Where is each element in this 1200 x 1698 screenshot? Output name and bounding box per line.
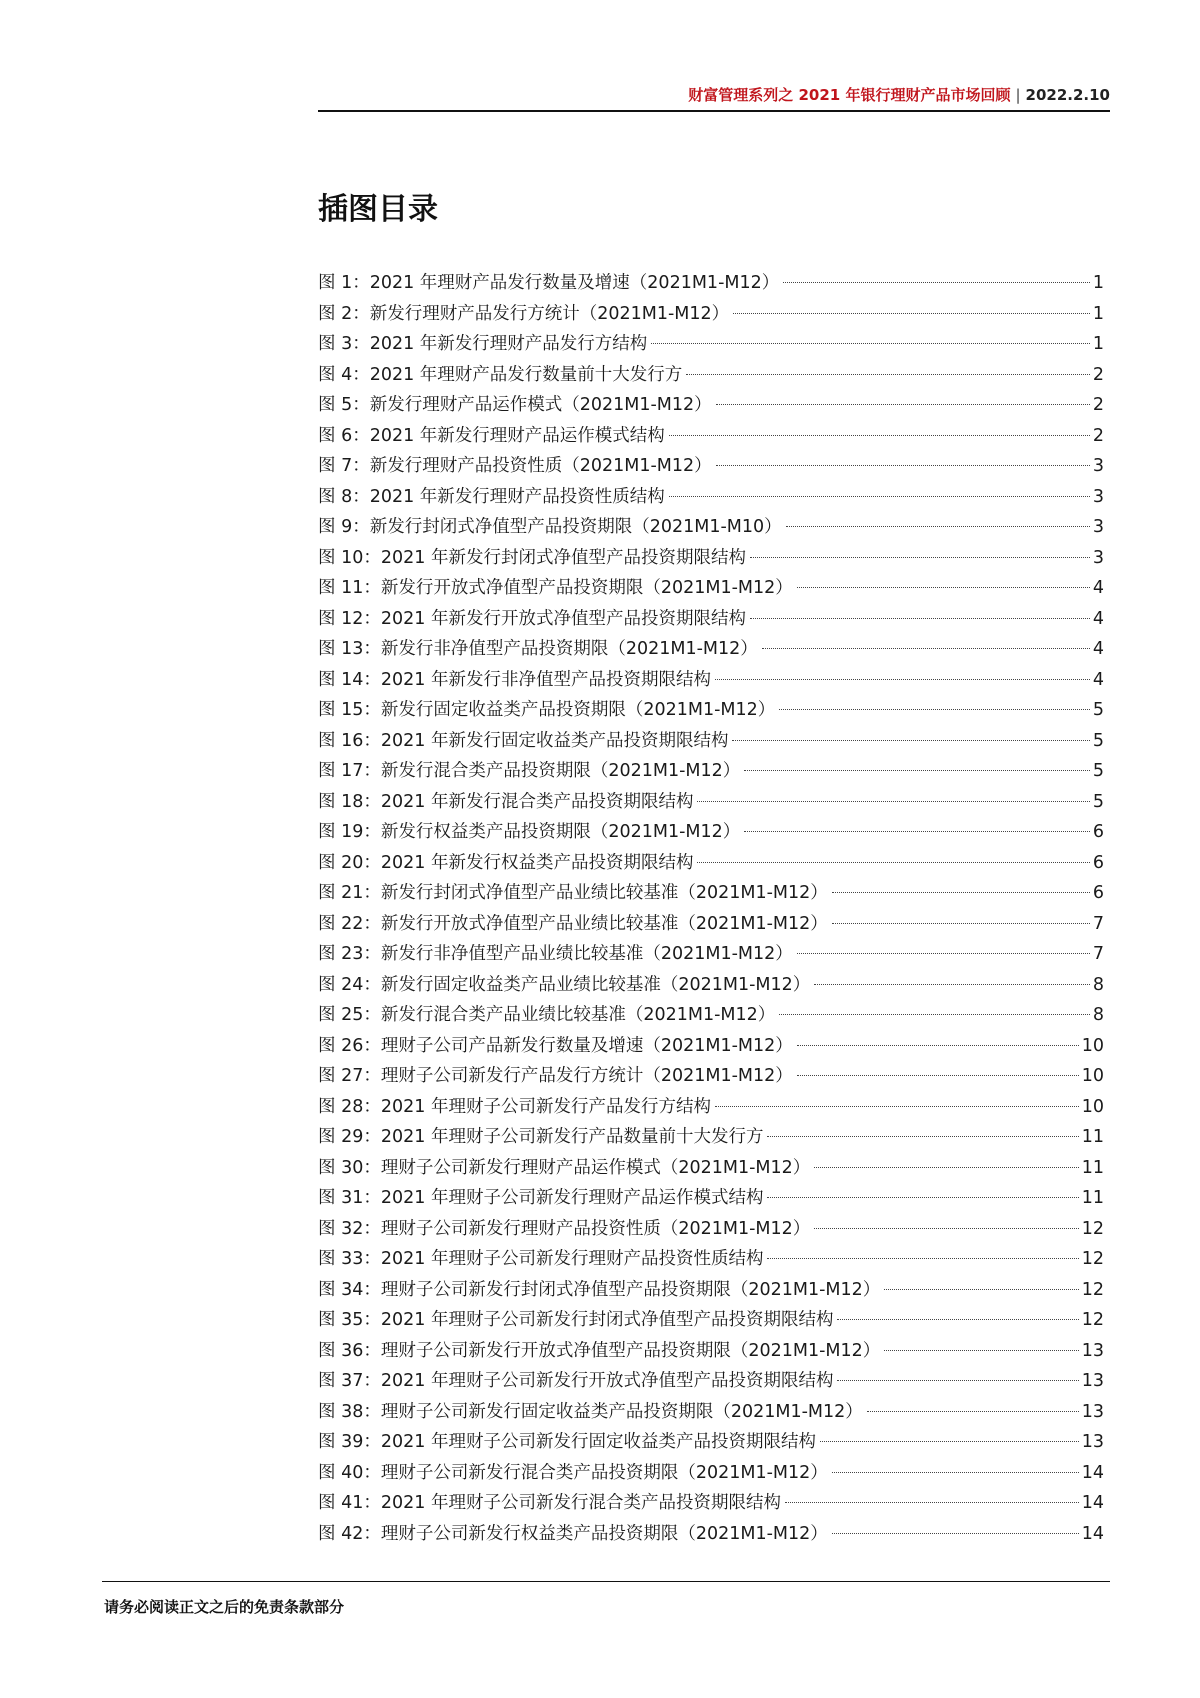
figure-title: 新发行非净值型产品投资期限（2021M1-M12） [380,639,758,659]
figure-title: 新发行混合类产品业绩比较基准（2021M1-M12） [380,1005,776,1025]
toc-entry[interactable] [318,1153,1104,1184]
figure-number: 图 35： [318,1310,381,1330]
page-number: 11 [1081,1127,1104,1147]
toc-entry[interactable] [318,939,1104,970]
toc-entry[interactable] [318,1397,1104,1428]
toc-entry[interactable] [318,604,1104,635]
figure-number: 图 7： [318,456,370,476]
figure-title: 2021 年理财产品发行数量及增速（2021M1-M12） [369,273,780,293]
toc-entry[interactable] [318,451,1104,482]
figure-title: 新发行权益类产品投资期限（2021M1-M12） [380,822,741,842]
figure-title: 2021 年理财子公司新发行固定收益类产品投资期限结构 [380,1432,816,1452]
dot-leader [744,770,1090,771]
page-number: 3 [1092,486,1104,507]
figure-title: 新发行固定收益类产品业绩比较基准（2021M1-M12） [380,974,811,995]
toc-entry[interactable] [318,726,1104,757]
page-number: 2 [1092,425,1104,446]
dot-leader [744,831,1090,832]
figure-title: 2021 年新发行理财产品运作模式结构 [369,425,665,446]
dot-leader [697,801,1089,802]
toc-entry[interactable] [318,909,1104,940]
figure-title: 理财子公司新发行理财产品运作模式（2021M1-M12） [380,1157,811,1178]
page-number: 12 [1081,1218,1104,1239]
page-number: 11 [1081,1188,1104,1208]
running-header [318,84,1110,106]
dot-leader [715,1106,1079,1107]
page-number: 14 [1081,1493,1104,1513]
figure-number: 图 36： [318,1340,381,1361]
toc-entry[interactable] [318,268,1104,299]
page-number: 1 [1092,334,1104,354]
page-number: 13 [1081,1371,1104,1391]
page-number: 1 [1092,273,1104,293]
toc-entry[interactable] [318,1488,1104,1519]
toc-entry[interactable] [318,1061,1104,1092]
figure-title: 新发行理财产品发行方统计（2021M1-M12） [369,303,730,324]
dot-leader [814,1228,1078,1229]
figure-number: 图 24： [318,974,381,995]
page-number: 6 [1092,852,1104,873]
page-number: 7 [1092,944,1104,964]
toc-entry[interactable] [318,1427,1104,1458]
page-number: 12 [1081,1279,1104,1300]
figure-title: 2021 年新发行非净值型产品投资期限结构 [380,669,711,690]
figure-number: 图 31： [318,1188,381,1208]
figure-title: 2021 年新发行理财产品发行方结构 [369,334,648,354]
figure-number: 图 4： [318,364,370,385]
dot-leader [651,343,1090,344]
toc-entry[interactable] [318,329,1104,360]
page-number: 13 [1081,1340,1104,1361]
toc-entry[interactable] [318,817,1104,848]
toc-entry[interactable] [318,1000,1104,1031]
figure-title: 2021 年理财子公司新发行产品发行方结构 [380,1096,711,1117]
toc-entry[interactable] [318,543,1104,574]
dot-leader [785,1502,1079,1503]
dot-leader [783,282,1090,283]
dot-leader [797,1045,1079,1046]
toc-entry[interactable] [318,970,1104,1001]
page-number: 4 [1092,608,1104,629]
figure-number: 图 10： [318,547,381,568]
header-separator: | [1015,86,1021,104]
dot-leader [767,1136,1078,1137]
page-number: 4 [1092,578,1104,598]
figure-title: 2021 年理财子公司新发行混合类产品投资期限结构 [380,1493,781,1513]
page-number: 10 [1081,1035,1104,1056]
toc-entry[interactable] [318,1031,1104,1062]
dot-leader [884,1350,1078,1351]
figure-number: 图 18： [318,791,381,812]
toc-entry[interactable] [318,756,1104,787]
figure-title: 2021 年理财子公司新发行理财产品运作模式结构 [380,1188,764,1208]
figure-number: 图 40： [318,1462,381,1483]
dot-leader [767,1258,1078,1259]
dot-leader [832,1472,1079,1473]
dot-leader [697,862,1089,863]
page-number: 13 [1081,1432,1104,1452]
figure-title: 理财子公司新发行权益类产品投资期限（2021M1-M12） [380,1523,828,1544]
toc-entry[interactable] [318,1336,1104,1367]
figure-title: 新发行封闭式净值型产品业绩比较基准（2021M1-M12） [380,883,828,903]
toc-entry[interactable] [318,1122,1104,1153]
toc-entry[interactable] [318,573,1104,604]
figure-title: 理财子公司新发行理财产品投资性质（2021M1-M12） [380,1218,811,1239]
figure-number: 图 1： [318,273,370,293]
toc-entry[interactable] [318,1305,1104,1336]
figure-number: 图 33： [318,1249,381,1269]
header-rule [318,110,1110,112]
figure-title: 理财子公司产品新发行数量及增速（2021M1-M12） [380,1035,793,1056]
figure-title: 2021 年理财子公司新发行封闭式净值型产品投资期限结构 [380,1310,834,1330]
dot-leader [779,709,1090,710]
figure-title: 2021 年新发行理财产品投资性质结构 [369,486,665,507]
page-number: 8 [1092,974,1104,995]
report-date: 2022.2.10 [1025,86,1110,104]
page-number: 7 [1092,913,1104,934]
page-number: 3 [1092,456,1104,476]
page-title: 插图目录 [318,192,438,227]
dot-leader [786,526,1090,527]
figure-number: 图 8： [318,486,370,507]
figure-number: 图 29： [318,1127,381,1147]
toc-entry[interactable] [318,665,1104,696]
report-series-title: 财富管理系列之 2021 年银行理财产品市场回顾 [688,86,1011,104]
toc-entry[interactable] [318,1275,1104,1306]
page-number: 11 [1081,1157,1104,1178]
dot-leader [837,1319,1078,1320]
figure-number: 图 19： [318,822,381,842]
toc-entry[interactable] [318,482,1104,513]
figure-title: 2021 年理财子公司新发行产品数量前十大发行方 [380,1127,764,1147]
figure-title: 新发行开放式净值型产品业绩比较基准（2021M1-M12） [380,913,828,934]
toc-entry[interactable] [318,1244,1104,1275]
page-number: 14 [1081,1462,1104,1483]
footer-rule [102,1581,1110,1582]
figure-number: 图 11： [318,578,381,598]
toc-entry[interactable] [318,695,1104,726]
figure-title: 理财子公司新发行固定收益类产品投资期限（2021M1-M12） [380,1401,863,1422]
dot-leader [797,1075,1079,1076]
figure-number: 图 17： [318,761,381,781]
toc-entry[interactable] [318,390,1104,421]
figure-number: 图 21： [318,883,381,903]
figure-number: 图 42： [318,1523,381,1544]
page-number: 2 [1092,395,1104,415]
dot-leader [716,465,1090,466]
figure-title: 理财子公司新发行封闭式净值型产品投资期限（2021M1-M12） [380,1279,881,1300]
figure-number: 图 25： [318,1005,381,1025]
toc-entry[interactable] [318,1458,1104,1489]
toc-entry[interactable] [318,512,1104,543]
dot-leader [814,1167,1078,1168]
dot-leader [733,313,1090,314]
page-number: 5 [1092,730,1104,751]
footer-disclaimer: 请务必阅读正文之后的免责条款部分 [104,1598,345,1616]
figure-title: 新发行非净值型产品业绩比较基准（2021M1-M12） [380,944,793,964]
page-number: 4 [1092,639,1104,659]
figure-title: 新发行混合类产品投资期限（2021M1-M12） [380,761,741,781]
page-number: 10 [1081,1096,1104,1117]
dot-leader [832,1533,1079,1534]
page-number: 4 [1092,669,1104,690]
figure-number: 图 22： [318,913,381,934]
dot-leader [797,587,1090,588]
dot-leader [779,1014,1090,1015]
page-number: 6 [1092,883,1104,903]
dot-leader [716,404,1090,405]
toc-entry[interactable] [318,1214,1104,1245]
figure-number: 图 5： [318,395,370,415]
figure-number: 图 3： [318,334,370,354]
toc-entry[interactable] [318,1183,1104,1214]
figure-number: 图 37： [318,1371,381,1391]
figure-title: 理财子公司新发行混合类产品投资期限（2021M1-M12） [380,1462,828,1483]
toc-entry[interactable] [318,299,1104,330]
dot-leader [820,1441,1079,1442]
dot-leader [669,496,1090,497]
toc-entry[interactable] [318,787,1104,818]
figure-number: 图 28： [318,1096,381,1117]
figure-title: 2021 年新发行封闭式净值型产品投资期限结构 [380,547,746,568]
dot-leader [732,740,1089,741]
dot-leader [814,984,1090,985]
figure-number: 图 9： [318,517,370,537]
page-number: 5 [1092,761,1104,781]
figure-number: 图 13： [318,639,381,659]
figure-number: 图 14： [318,669,381,690]
figure-number: 图 41： [318,1493,381,1513]
page-number: 13 [1081,1401,1104,1422]
dot-leader [884,1289,1078,1290]
figure-title: 2021 年理财子公司新发行开放式净值型产品投资期限结构 [380,1371,834,1391]
figure-number: 图 27： [318,1066,381,1086]
figure-title: 2021 年新发行混合类产品投资期限结构 [380,791,694,812]
page-number: 2 [1092,364,1104,385]
page-number: 10 [1081,1066,1104,1086]
figure-number: 图 16： [318,730,381,751]
figure-number: 图 23： [318,944,381,964]
dot-leader [750,618,1090,619]
figure-title: 2021 年新发行固定收益类产品投资期限结构 [380,730,729,751]
figure-number: 图 30： [318,1157,381,1178]
figure-title: 新发行封闭式净值型产品投资期限（2021M1-M10） [369,517,782,537]
figure-title: 理财子公司新发行开放式净值型产品投资期限（2021M1-M12） [380,1340,881,1361]
figure-number: 图 2： [318,303,370,324]
figure-list [318,268,1104,1549]
page-number: 5 [1092,791,1104,812]
toc-entry[interactable] [318,848,1104,879]
figure-number: 图 15： [318,700,381,720]
page-number: 12 [1081,1249,1104,1269]
figure-title: 2021 年理财产品发行数量前十大发行方 [369,364,683,385]
figure-title: 2021 年理财子公司新发行理财产品投资性质结构 [380,1249,764,1269]
page-number: 8 [1092,1005,1104,1025]
dot-leader [837,1380,1078,1381]
figure-title: 理财子公司新发行产品发行方统计（2021M1-M12） [380,1066,793,1086]
page-number: 12 [1081,1310,1104,1330]
figure-number: 图 34： [318,1279,381,1300]
figure-title: 2021 年新发行开放式净值型产品投资期限结构 [380,608,746,629]
figure-number: 图 12： [318,608,381,629]
toc-entry[interactable] [318,634,1104,665]
page-number: 14 [1081,1523,1104,1544]
figure-number: 图 38： [318,1401,381,1422]
dot-leader [750,557,1090,558]
figure-title: 新发行开放式净值型产品投资期限（2021M1-M12） [380,578,793,598]
figure-number: 图 20： [318,852,381,873]
toc-entry[interactable] [318,1519,1104,1550]
dot-leader [669,435,1090,436]
toc-entry[interactable] [318,1366,1104,1397]
figure-number: 图 6： [318,425,370,446]
toc-entry[interactable] [318,878,1104,909]
dot-leader [797,953,1090,954]
dot-leader [762,648,1090,649]
figure-title: 新发行固定收益类产品投资期限（2021M1-M12） [380,700,776,720]
dot-leader [686,374,1090,375]
toc-entry[interactable] [318,421,1104,452]
figure-title: 新发行理财产品运作模式（2021M1-M12） [369,395,712,415]
figure-number: 图 26： [318,1035,381,1056]
dot-leader [867,1411,1079,1412]
figure-title: 新发行理财产品投资性质（2021M1-M12） [369,456,712,476]
page-number: 3 [1092,547,1104,568]
page-number: 6 [1092,822,1104,842]
page-number: 1 [1092,303,1104,324]
page-number: 5 [1092,700,1104,720]
figure-title: 2021 年新发行权益类产品投资期限结构 [380,852,694,873]
figure-number: 图 39： [318,1432,381,1452]
figure-number: 图 32： [318,1218,381,1239]
dot-leader [767,1197,1078,1198]
toc-entry[interactable] [318,1092,1104,1123]
page-number: 3 [1092,517,1104,537]
dot-leader [715,679,1090,680]
toc-entry[interactable] [318,360,1104,391]
dot-leader [832,892,1090,893]
dot-leader [832,923,1090,924]
